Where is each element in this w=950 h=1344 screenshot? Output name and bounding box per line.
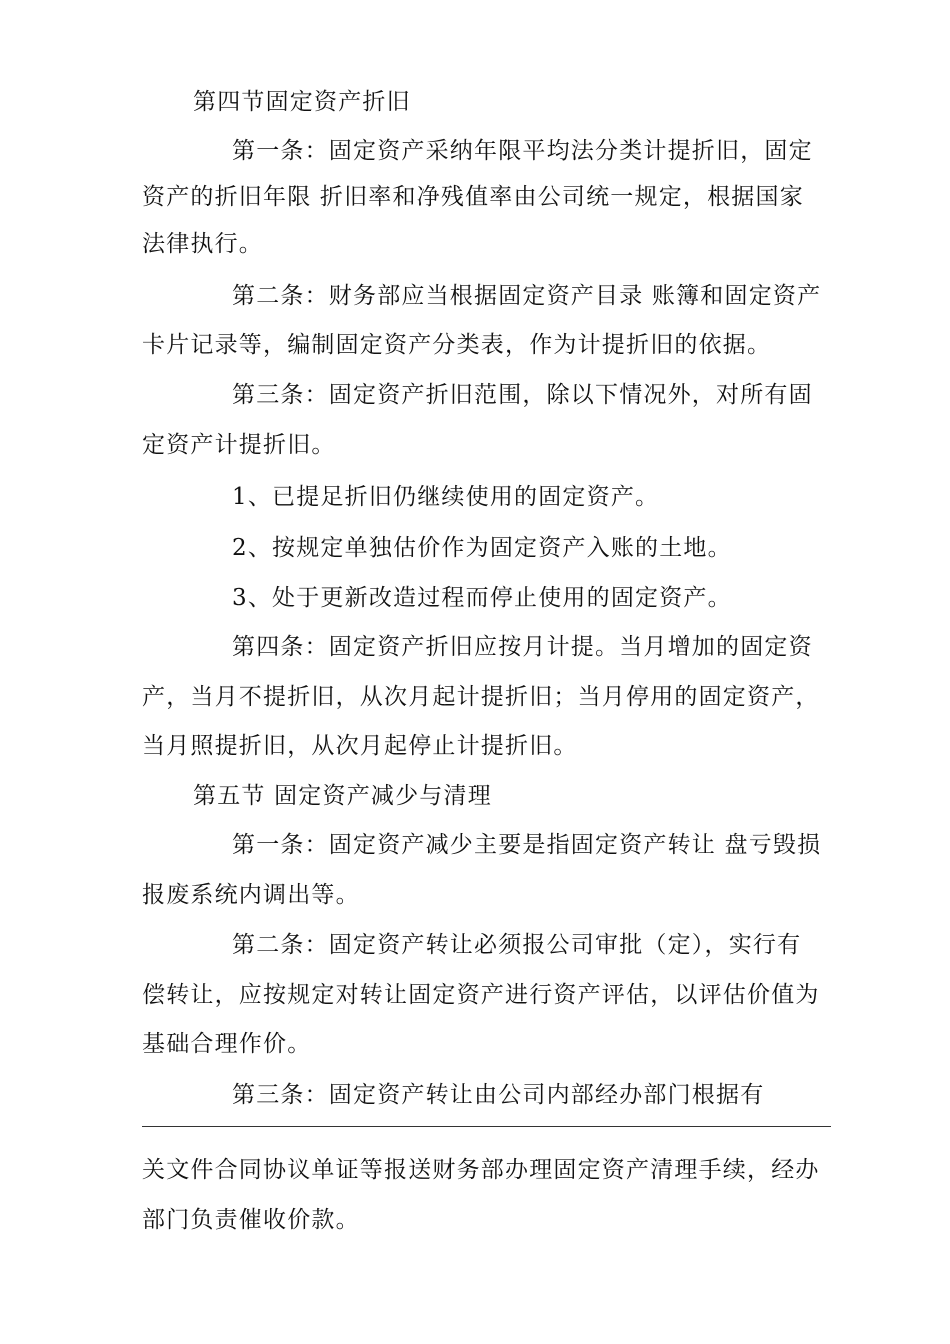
paragraph-line: 第三条：固定资产转让由公司内部经办部门根据有	[232, 1082, 765, 1108]
paragraph-line: 第二条：固定资产转让必须报公司审批（定），实行有	[232, 932, 802, 958]
paragraph-line: 第一条：固定资产减少主要是指固定资产转让 盘亏毁损	[232, 832, 822, 858]
paragraph-line: 定资产计提折旧。	[142, 432, 336, 458]
list-item: 1、已提足折旧仍继续使用的固定资产。	[232, 484, 660, 510]
paragraph-line: 第一条：固定资产采纳年限平均法分类计提折旧，固定	[232, 138, 813, 164]
paragraph-line: 当月照提折旧，从次月起停止计提折旧。	[142, 733, 578, 759]
paragraph-line: 关文件合同协议单证等报送财务部办理固定资产清理手续，经办	[142, 1157, 820, 1183]
paragraph-line: 第四条：固定资产折旧应按月计提。当月增加的固定资	[232, 634, 813, 660]
list-item: 3、处于更新改造过程而停止使用的固定资产。	[232, 585, 732, 611]
paragraph-line: 偿转让，应按规定对转让固定资产进行资产评估，以评估价值为	[142, 982, 820, 1008]
paragraph-line: 报废系统内调出等。	[142, 882, 360, 908]
paragraph-line: 第二条：财务部应当根据固定资产目录 账簿和固定资产	[232, 283, 822, 309]
section-heading: 第五节 固定资产减少与清理	[193, 783, 492, 809]
section-heading: 第四节固定资产折旧	[193, 89, 411, 115]
paragraph-line: 部门负责催收价款。	[142, 1207, 360, 1233]
paragraph-line: 法律执行。	[142, 231, 263, 257]
paragraph-line: 资产的折旧年限 折旧率和净残值率由公司统一规定，根据国家	[142, 184, 804, 210]
paragraph-line: 卡片记录等，编制固定资产分类表，作为计提折旧的依据。	[142, 332, 772, 358]
paragraph-line: 基础合理作价。	[142, 1031, 312, 1057]
paragraph-line: 产，当月不提折旧，从次月起计提折旧；当月停用的固定资产，	[142, 684, 820, 710]
paragraph-line: 第三条：固定资产折旧范围，除以下情况外，对所有固	[232, 382, 813, 408]
list-item: 2、按规定单独估价作为固定资产入账的土地。	[232, 535, 732, 561]
page-divider	[142, 1126, 831, 1127]
